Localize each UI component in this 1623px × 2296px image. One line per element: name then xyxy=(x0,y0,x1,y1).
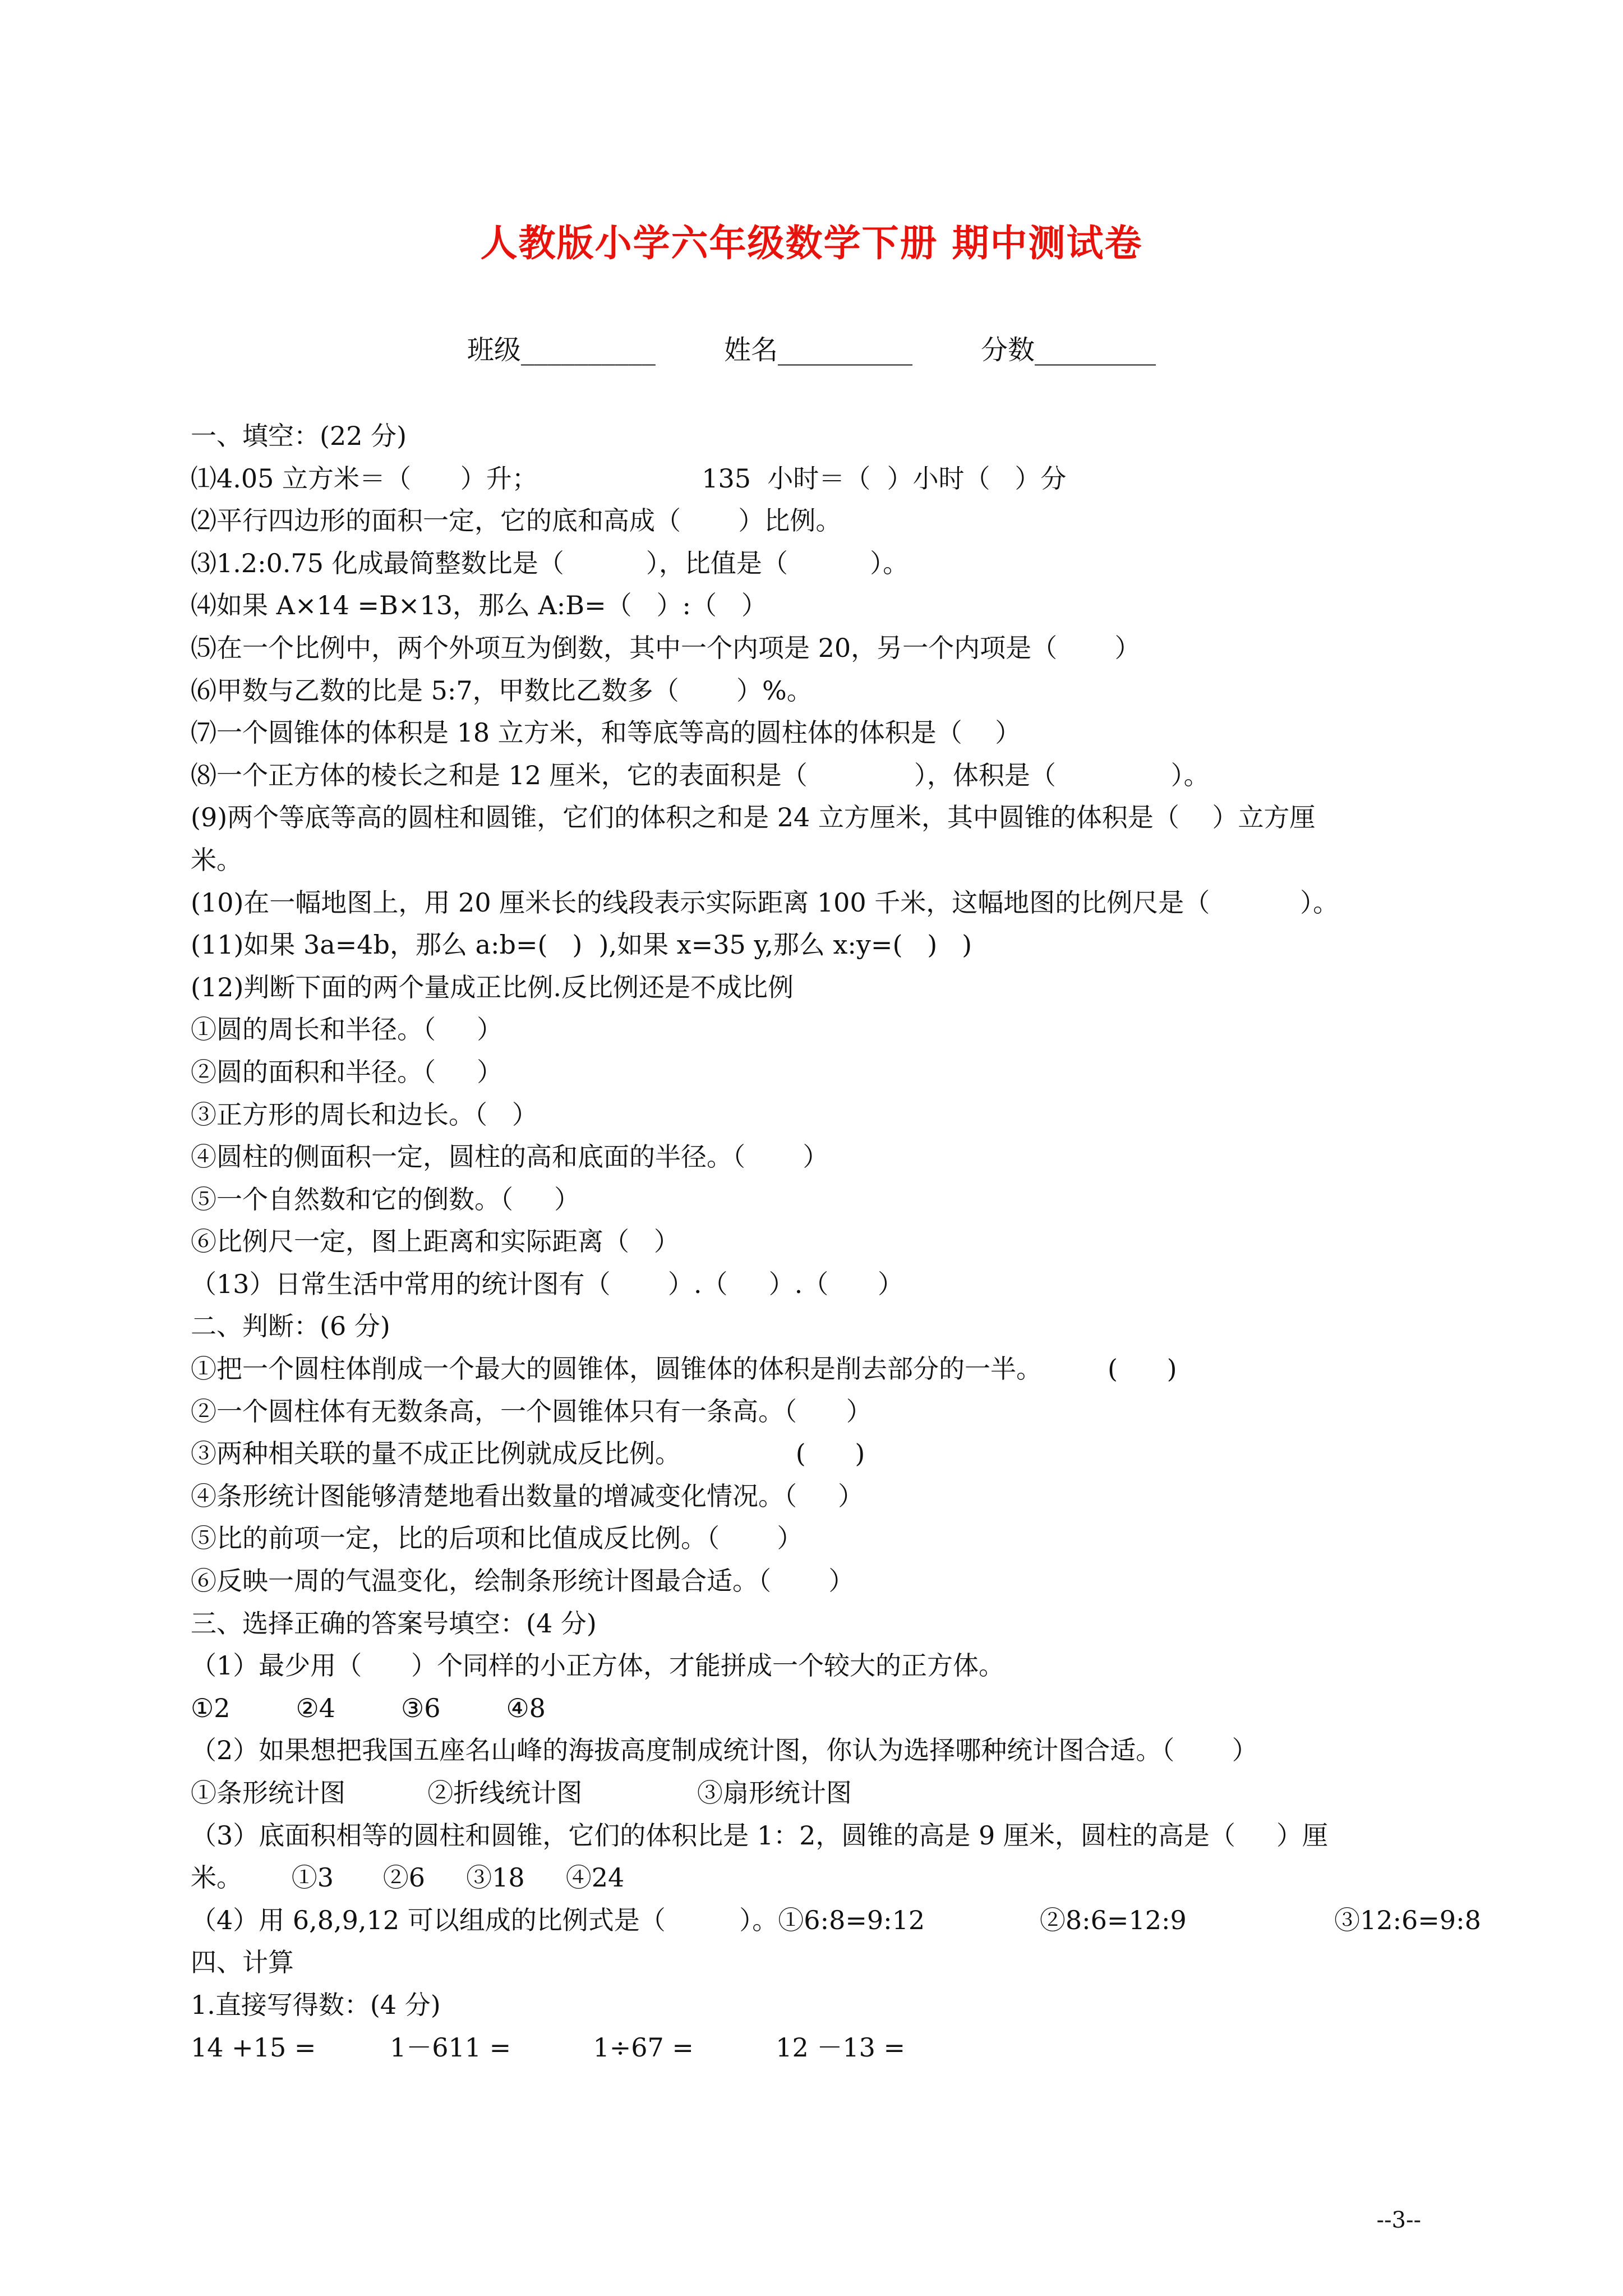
page-title: 人教版小学六年级数学下册 期中测试卷 xyxy=(480,221,1143,265)
question-line: (12)判断下面的两个量成正比例.反比例还是不成比例 xyxy=(191,972,794,1002)
question-line: ①圆的周长和半径。（ ） xyxy=(191,1014,503,1045)
question-line: ④圆柱的侧面积一定，圆柱的高和底面的半径。（ ） xyxy=(191,1142,829,1172)
question-line: 1.直接写得数：(4 分) xyxy=(191,1989,441,2020)
question-line: ⑴4.05 立方米＝（ ）升； 135 小时＝（ ）小时（ ）分 xyxy=(191,463,1067,494)
question-line: ⑤比的前项一定，比的后项和比值成反比例。（ ） xyxy=(191,1523,803,1554)
question-line: (9)两个等底等高的圆柱和圆锥，它们的体积之和是 24 立方厘米，其中圆锥的体积是（ ）立方厘 xyxy=(191,802,1316,833)
question-line: ⑤一个自然数和它的倒数。（ ） xyxy=(191,1184,580,1214)
question-line: （2）如果想把我国五座名山峰的海拔高度制成统计图，你认为选择哪种统计图合适。（ ） xyxy=(191,1735,1258,1766)
question-line: ②圆的面积和半径。（ ） xyxy=(191,1056,503,1087)
section-heading-fill-in: 一、填空：(22 分) xyxy=(191,421,407,451)
question-options: 米。 ①3 ②6 ③18 ④24 xyxy=(191,1862,625,1893)
question-line: ③两种相关联的量不成正比例就成反比例。 ( ) xyxy=(191,1438,865,1469)
question-line: ①把一个圆柱体削成一个最大的圆锥体，圆锥体的体积是削去部分的一半。 ( ) xyxy=(191,1354,1177,1384)
question-line: ⑻一个正方体的棱长之和是 12 厘米，它的表面积是（ ），体积是（ ）。 xyxy=(191,760,1210,790)
question-line: （13）日常生活中常用的统计图有（ ）.（ ）.（ ） xyxy=(191,1268,903,1299)
question-line: （3）底面积相等的圆柱和圆锥，它们的体积比是 1：2，圆锥的高是 9 厘米，圆柱的高是（ ）厘 xyxy=(191,1820,1329,1851)
question-line: ⑹甲数与乙数的比是 5:7，甲数比乙数多（ ）%。 xyxy=(191,675,813,706)
question-options: ①条形统计图 ②折线统计图 ③扇形统计图 xyxy=(191,1778,852,1808)
question-line: ⑥比例尺一定，图上距离和实际距离（ ） xyxy=(191,1226,680,1257)
question-line: ③正方形的周长和边长。（ ） xyxy=(191,1099,538,1130)
section-heading-calc: 四、计算 xyxy=(191,1947,294,1978)
page-number: --3-- xyxy=(1376,2207,1421,2233)
section-heading-choice: 三、选择正确的答案号填空：(4 分) xyxy=(191,1608,597,1639)
exam-content xyxy=(191,415,1492,2069)
question-line: ⑷如果 A×14 =B×13，那么 A:B=（ ）:（ ） xyxy=(191,590,767,621)
question-line: ②一个圆柱体有无数条高，一个圆锥体只有一条高。（ ） xyxy=(191,1396,872,1427)
question-line: ⑸在一个比例中，两个外项互为倒数，其中一个内项是 20，另一个内项是（ ） xyxy=(191,632,1141,663)
question-line: （4）用 6,8,9,12 可以组成的比例式是（ ）。①6:8=9:12 ②8:6=12:9 ③12:6=9:8 xyxy=(191,1904,1481,1935)
question-line: (11)如果 3a=4b，那么 a:b=( ) ),如果 x=35 y,那么 x:y=( ) ) xyxy=(191,930,972,960)
question-line: ⑶1.2:0.75 化成最简整数比是（ ），比值是（ ）。 xyxy=(191,547,909,578)
question-line: 14 +15 = 1－611 = 1÷67 = 12 －13 = xyxy=(191,2032,906,2063)
question-options: ①2 ②4 ③6 ④8 xyxy=(191,1692,546,1723)
question-line: 米。 xyxy=(191,844,242,875)
question-line: (10)在一幅地图上，用 20 厘米长的线段表示实际距离 100 千米，这幅地图的比例尺是（ ）。 xyxy=(191,887,1339,918)
question-line: ④条形统计图能够清楚地看出数量的增减变化情况。（ ） xyxy=(191,1480,864,1511)
question-line: ⑺一个圆锥体的体积是 18 立方米，和等底等高的圆柱体的体积是（ ） xyxy=(191,717,1021,748)
section-heading-judge: 二、判断：(6 分) xyxy=(191,1311,390,1342)
student-info-fields: 班级__________ 姓名__________ 分数_________ xyxy=(467,334,1156,366)
question-line: ⑥反映一周的气温变化，绘制条形统计图最合适。（ ） xyxy=(191,1566,855,1596)
question-line: （1）最少用（ ）个同样的小正方体，才能拼成一个较大的正方体。 xyxy=(191,1650,1004,1681)
question-line: ⑵平行四边形的面积一定，它的底和高成（ ）比例。 xyxy=(191,505,842,536)
